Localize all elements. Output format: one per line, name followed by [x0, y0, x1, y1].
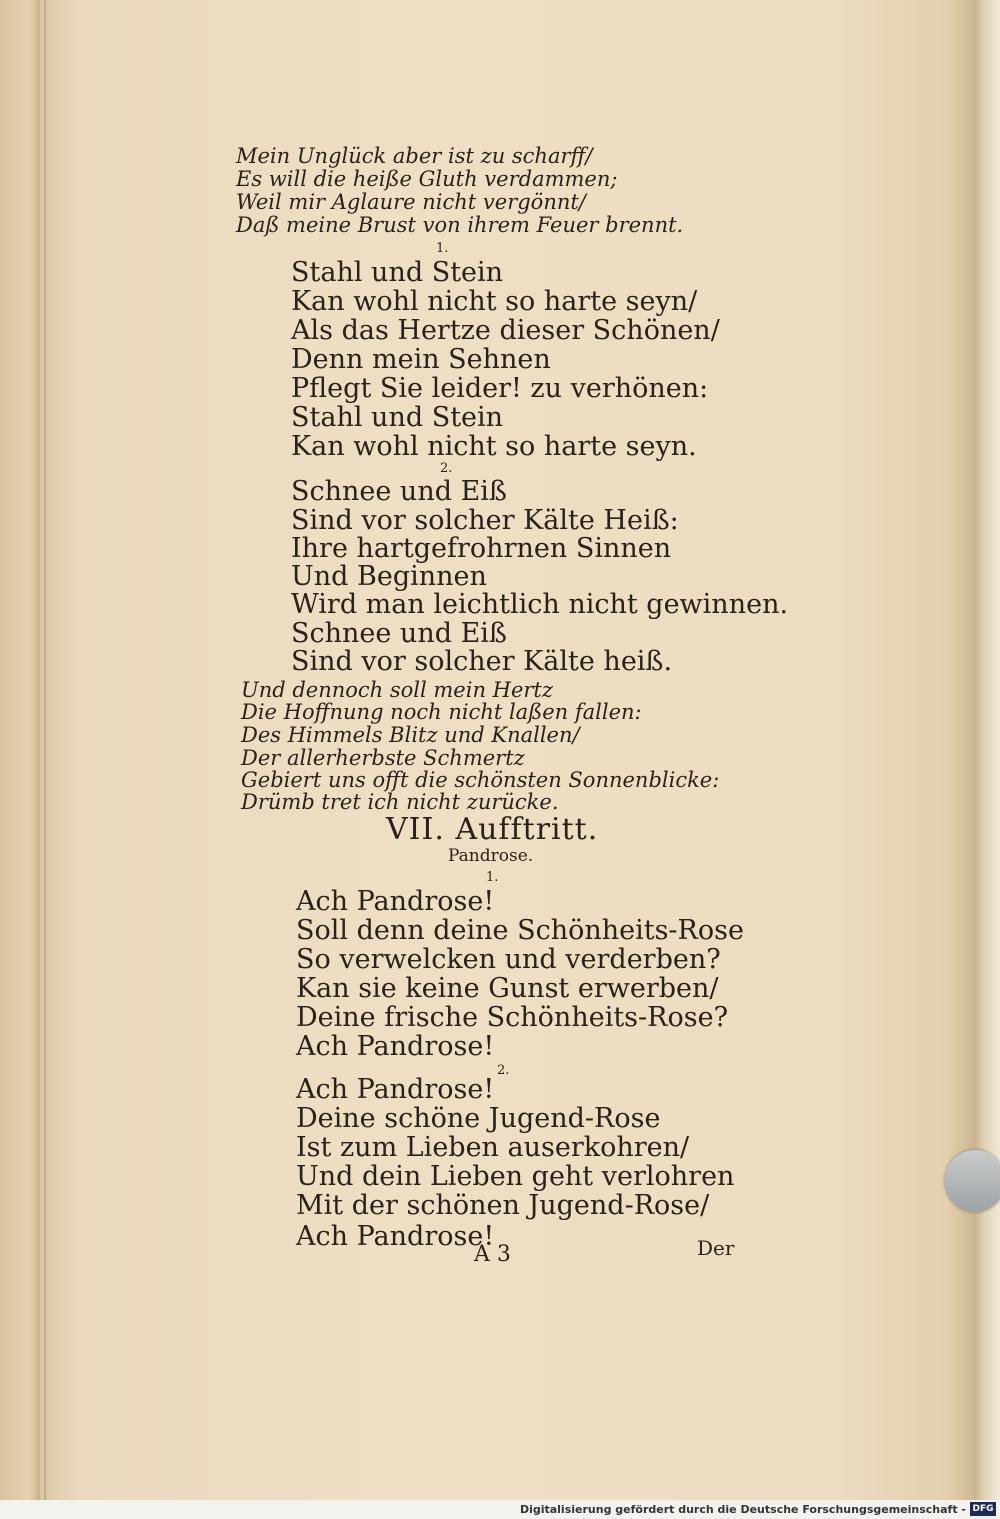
page-tab-marker	[945, 1150, 1000, 1212]
verse-line: Ihre hartgefrohrnen Sinnen	[291, 533, 672, 564]
verse-line: Stahl und Stein	[291, 402, 504, 433]
verse-line: Stahl und Stein	[291, 257, 504, 288]
prose-line: Der allerherbste Schmertz	[241, 746, 525, 770]
right-page-edge	[975, 0, 1000, 1500]
verse-line: Ach Pandrose!	[296, 886, 495, 917]
funding-credit: Digitalisierung gefördert durch die Deutsche Forschungsgemeinschaft -	[519, 1503, 966, 1516]
verse-line: Sind vor solcher Kälte heiß.	[291, 646, 673, 677]
verse-line: So verwelcken und verderben?	[296, 944, 721, 975]
prose-line: Gebiert uns offt die schönsten Sonnenblicke:	[241, 768, 720, 792]
verse-line: Ach Pandrose!	[296, 1074, 495, 1105]
prose-line: Drümb tret ich nicht zurücke.	[241, 790, 559, 814]
verse-line: Deine schöne Jugend-Rose	[296, 1103, 661, 1134]
verse-line: Ach Pandrose!	[296, 1221, 495, 1252]
verse-line: Schnee und Eiß	[291, 618, 507, 649]
catchword: Der	[697, 1236, 735, 1260]
verse-line: Kan wohl nicht so harte seyn.	[291, 431, 697, 462]
verse-line: Soll denn deine Schönheits-Rose	[296, 915, 744, 946]
prose-line: Daß meine Brust von ihrem Feuer brennt.	[236, 213, 684, 237]
verse-line: Und dein Lieben geht verlohren	[296, 1161, 735, 1192]
binding-fold	[44, 0, 46, 1500]
verse-line: Als das Hertze dieser Schönen/	[291, 315, 720, 346]
verse-line: Schnee und Eiß	[291, 476, 507, 507]
speaker-name: Pandrose.	[448, 846, 534, 866]
verse-line: Mit der schönen Jugend-Rose/	[296, 1190, 710, 1221]
prose-line: Mein Unglück aber ist zu scharff/	[236, 144, 593, 168]
prose-line: Weil mir Aglaure nicht vergönnt/	[236, 190, 586, 214]
prose-line: Die Hoffnung noch nicht laßen fallen:	[241, 700, 642, 724]
prose-line: Des Himmels Blitz und Knallen/	[241, 723, 580, 747]
verse-line: Kan wohl nicht so harte seyn/	[291, 286, 698, 317]
stanza-number: 2.	[440, 461, 453, 476]
verse-line: Deine frische Schönheits-Rose?	[296, 1002, 729, 1033]
scene-heading: VII. Aufftritt.	[386, 812, 599, 847]
signature-mark: A 3	[474, 1242, 511, 1267]
stanza-number: 1.	[436, 241, 449, 256]
left-page-edge	[0, 0, 42, 1500]
dfg-logo: DFG	[970, 1502, 996, 1516]
verse-line: Denn mein Sehnen	[291, 344, 551, 375]
verse-line: Ist zum Lieben auserkohren/	[296, 1132, 690, 1163]
verse-line: Und Beginnen	[291, 561, 487, 592]
verse-line: Kan sie keine Gunst erwerben/	[296, 973, 719, 1004]
stanza-number: 2.	[497, 1063, 510, 1078]
prose-line: Es will die heiße Gluth verdammen;	[236, 167, 618, 191]
verse-line: Ach Pandrose!	[296, 1031, 495, 1062]
stanza-number: 1.	[486, 870, 499, 885]
prose-line: Und dennoch soll mein Hertz	[241, 678, 553, 702]
footer-bar	[0, 1500, 1000, 1519]
verse-line: Wird man leichtlich nicht gewinnen.	[291, 589, 789, 620]
verse-line: Sind vor solcher Kälte Heiß:	[291, 505, 679, 536]
verse-line: Pflegt Sie leider! zu verhönen:	[291, 373, 709, 404]
